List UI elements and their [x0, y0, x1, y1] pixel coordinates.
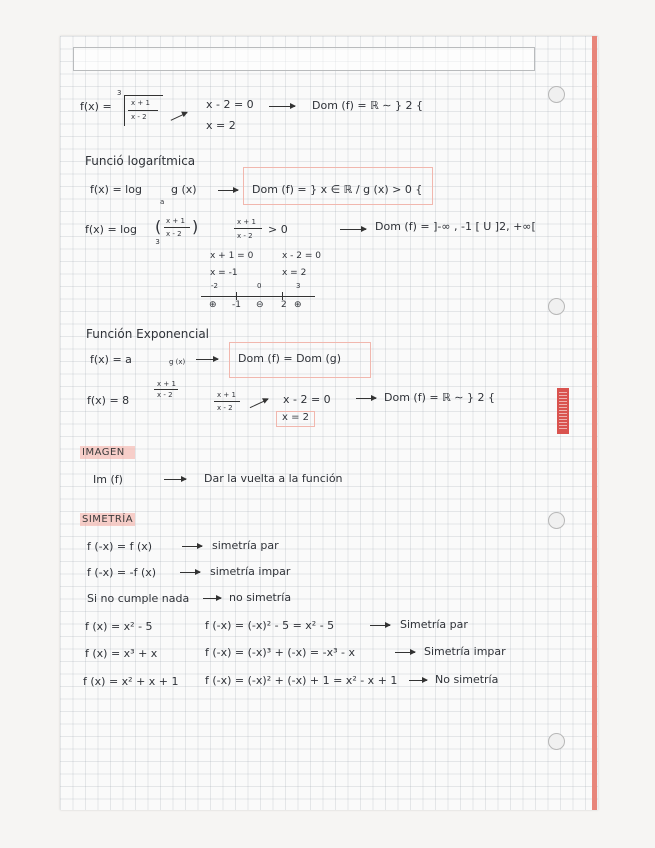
sim-rule1-lhs: f (-x) = f (x): [87, 540, 153, 553]
exp-heading: Función Exponencial: [86, 327, 210, 341]
root-num: x + 1: [131, 99, 150, 107]
log-def-result: Dom (f) = } x ∈ ℝ / g (x) > 0 {: [252, 183, 423, 196]
arrow-icon: [196, 359, 218, 360]
root-index: 3: [117, 89, 122, 97]
arrow-icon: [180, 572, 200, 573]
log-ex-lhs: f(x) = log: [85, 223, 137, 236]
sim-rule3-rhs: no simetría: [229, 591, 292, 604]
fraction-bar: [154, 389, 178, 390]
arrow-icon: [395, 652, 415, 653]
log-heading: Funció logarítmica: [85, 154, 196, 168]
arrow-icon: [370, 625, 390, 626]
log-ex-base: 3: [155, 238, 160, 246]
tick-mark: [282, 292, 283, 300]
arrow-icon: [182, 546, 202, 547]
log-num-sol: x = -1: [210, 268, 238, 278]
exp-def-exp: g (x): [168, 358, 186, 366]
sim-ex1-f: f (x) = x² - 5: [85, 620, 153, 633]
log-ex-result: Dom (f) = ]-∞ , -1 [ U ]2, +∞[: [375, 220, 536, 233]
imagen-text: Dar la vuelta a la función: [204, 472, 343, 485]
sim-rule2-rhs: simetría impar: [210, 565, 291, 578]
header-box: [73, 47, 535, 71]
test-point: -2: [211, 282, 218, 290]
sim-ex1-result: Simetría par: [400, 618, 468, 631]
imagen-lhs: Im (f): [93, 473, 123, 486]
root-func-lhs: f(x) =: [80, 100, 112, 113]
sim-ex3-f: f (x) = x² + x + 1: [83, 675, 179, 688]
sim-ex2-f: f (x) = x³ + x: [85, 647, 158, 660]
exp-result: Dom (f) = ℝ ∼ } 2 {: [384, 391, 495, 404]
exp-def-lhs: f(x) = a: [90, 353, 132, 366]
paren-right: ): [192, 217, 199, 236]
arrow-icon: [409, 680, 427, 681]
root-result: Dom (f) = ℝ ∼ } 2 {: [312, 99, 423, 112]
log-ex-den: x - 2: [166, 230, 182, 238]
root-sol: x = 2: [206, 119, 236, 132]
root-eq: x - 2 = 0: [206, 98, 254, 111]
exp-ex-exp-num: x + 1: [157, 380, 176, 388]
brand-tab: [557, 388, 569, 434]
imagen-heading: IMAGEN: [82, 447, 125, 458]
exp-frac-num: x + 1: [217, 391, 236, 399]
sign-plus-icon: ⊕: [209, 300, 217, 310]
sign-minus-icon: ⊖: [256, 300, 264, 310]
log-def-base: a: [160, 198, 165, 206]
sign-number-line: [201, 296, 315, 297]
sim-ex2-calc: f (-x) = (-x)³ + (-x) = -x³ - x: [205, 646, 355, 659]
arrow-icon: [356, 398, 376, 399]
exp-ex-exp-den: x - 2: [157, 391, 173, 399]
fraction-bar: [234, 228, 262, 229]
tick-mark: [236, 292, 237, 300]
log-ineq-gt: > 0: [268, 223, 288, 236]
log-def-lhs: f(x) = log: [90, 183, 142, 196]
root-den: x - 2: [131, 113, 147, 121]
log-den-eq: x - 2 = 0: [282, 251, 322, 261]
sim-rule2-lhs: f (-x) = -f (x): [87, 566, 157, 579]
root-fraction-bar: [128, 110, 158, 111]
binder-hole-2: [548, 298, 565, 315]
log-def-arg: g (x): [171, 183, 197, 196]
sign-root: -1: [232, 300, 241, 310]
binder-hole-3: [548, 512, 565, 529]
exp-frac-den: x - 2: [217, 404, 233, 412]
sim-ex3-result: No simetría: [435, 673, 499, 686]
binder-hole-4: [548, 733, 565, 750]
sim-rule1-rhs: simetría par: [212, 539, 279, 552]
notebook-sheet: [60, 36, 598, 810]
sim-rule3-lhs: Si no cumple nada: [87, 592, 190, 605]
arrow-icon: [218, 190, 238, 191]
simetria-heading: SIMETRÍA: [82, 514, 134, 525]
log-num-eq: x + 1 = 0: [210, 251, 254, 261]
sign-root: 2: [281, 300, 287, 310]
log-ineq-num: x + 1: [237, 218, 256, 226]
sim-ex3-calc: f (-x) = (-x)² + (-x) + 1 = x² - x + 1: [205, 674, 398, 687]
exp-ex-lhs: f(x) = 8: [87, 394, 130, 407]
sim-ex2-result: Simetría impar: [424, 645, 506, 658]
exp-sol: x = 2: [282, 412, 310, 423]
exp-def-result: Dom (f) = Dom (g): [238, 352, 342, 365]
exp-eq: x - 2 = 0: [283, 393, 331, 406]
sign-plus-icon: ⊕: [294, 300, 302, 310]
log-ex-num: x + 1: [166, 217, 185, 225]
arrow-icon: [164, 479, 186, 480]
fraction-bar: [214, 401, 240, 402]
fraction-bar: [164, 227, 190, 228]
arrow-icon: [340, 229, 366, 230]
log-ineq-den: x - 2: [237, 232, 253, 240]
binder-hole-1: [548, 86, 565, 103]
log-den-sol: x = 2: [282, 268, 307, 278]
test-point: 0: [257, 282, 262, 290]
arrow-icon: [269, 106, 295, 107]
sim-ex1-calc: f (-x) = (-x)² - 5 = x² - 5: [205, 619, 335, 632]
paren-left: (: [155, 217, 162, 236]
arrow-icon: [203, 598, 221, 599]
test-point: 3: [296, 282, 301, 290]
red-margin-line: [592, 36, 597, 810]
